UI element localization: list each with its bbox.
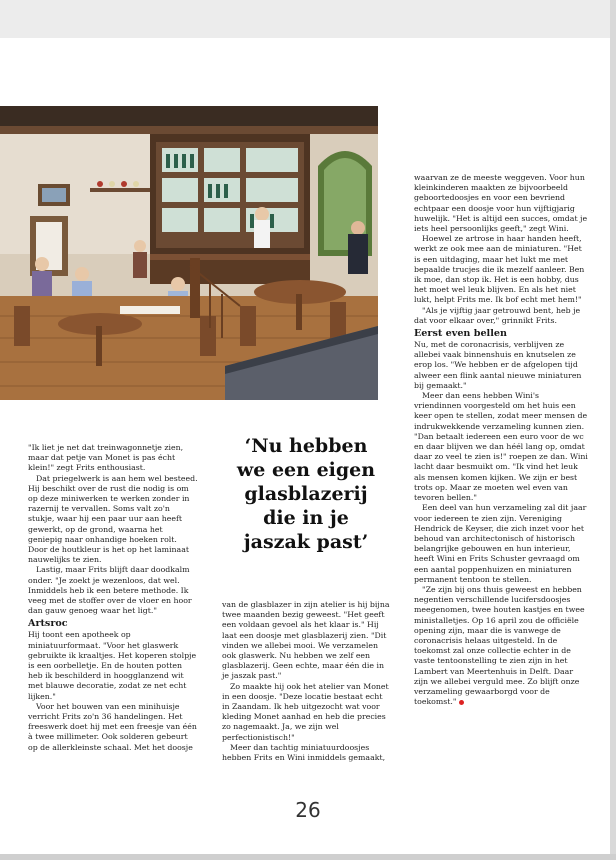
article-column-1 bbox=[28, 443, 198, 753]
paragraph-text: "Ze zijn bij ons thuis geweest en hebben negentien verschillende lucifersdoosjes meegenomen, twee houten kastjes en twee ministalletjes. Op 16 april zou de officiële opening zijn, maar die is vanwege de coronacrisis helaas uitgesteld. In de toekomst zal onze collectie echter in de vaste tentoonstelling te zien zijn in het Lambert van Meertenhuis in Delft. Daar zijn we allebei verguld mee. Zo blijft onze verzameling gewaarborgd voor de toekomst." bbox=[414, 584, 585, 707]
article-column-2 bbox=[222, 600, 392, 763]
scan-bottom-edge bbox=[0, 854, 616, 860]
paragraph: Lastig, maar Frits blijft daar doodkalm onder. "Je zoekt je wezenloos, dat wel. Inmiddels heb ik een betere methode. Ik veeg met de stoffer over de vloer en hoor dan gauw genoeg waar het ligt." bbox=[28, 565, 192, 616]
paragraph: "Als je vijftig jaar getrouwd bent, heb je dat voor elkaar over," grinnikt Frits. bbox=[414, 305, 581, 325]
paragraph: Meer dan eens hebben Wini's vriendinnen voorgesteld om het huis een keer open te stellen, zodat meer mensen de indrukwekkende verzameling kunnen zien. "Dan betaalt iedereen een euro voor de wc en daar blijven we dan héél lang op, omdat daar zo veel te zien is!" roepen ze dan. Wini lacht daar besmuikt om. "Ik vind het leuk als mensen komen kijken. We zijn er best trots op. Maar ze moeten wel even van tevoren bellen." bbox=[414, 391, 588, 503]
article-column-3 bbox=[414, 173, 588, 707]
article-photo-miniature-room bbox=[0, 106, 378, 400]
scan-top-margin bbox=[0, 0, 616, 38]
paragraph: Zo maakte hij ook het atelier van Monet in een doosje. "Deze locatie bestaat echt in Zaandam. Ik heb uitgezocht wat voor kleding Monet aanhad en heb die precies zo nagemaakt. Ja, we zijn wel perfectionistisch!" bbox=[222, 681, 389, 742]
paragraph: Meer dan tachtig miniatuurdoosjes hebben Frits en Wini inmiddels gemaakt, bbox=[222, 742, 386, 763]
paragraph: Hoewel ze artrose in haar handen heeft, werkt ze ook mee aan de miniaturen. "Het is een uitdaging, maar het lukt me met bepaalde trucjes die ik mezelf aanleer. Ben ik moe, dan stop ik. Het is een hobby, dus het moet wel leuk blijven. En als het niet lukt, helpt Frits me. Ik bof echt met hem!" bbox=[414, 234, 585, 305]
scan-right-edge bbox=[610, 0, 616, 860]
paragraph: Een deel van hun verzameling zal dit jaar voor iedereen te zien zijn. Vereniging Hendrick de Keyser, die zich inzet voor het behoud van architectonisch of historisch belangrijke gebouwen en hun interieur, heeft Wini en Frits Schuster gevraagd om een aantal poppenhuizen en miniaturen permanent tentoon te stellen. bbox=[414, 503, 587, 584]
paragraph bbox=[414, 585, 588, 707]
paragraph: van de glasblazer in zijn atelier is hij bijna twee maanden bezig geweest. "Het geeft een voldaan gevoel als het klaar is." Hij laat een doosje met glasblazerij zien. "Dit vinden we allebei mooi. We verzamelen ook glaswerk. Nu hebben we zelf een glasblazerij. Geen echte, maar één die in je jaszak past." bbox=[222, 600, 390, 681]
paragraph: Hij toont een apotheek op miniatuurformaat. "Voor het glaswerk gebruikte ik kraaltjes. Het koperen stolpje is een oorbelletje. En de houten potten heb ik beschilderd in hoogglanzend wit met blauwe decoratie, zodat ze net echt lijken." bbox=[28, 630, 197, 701]
pull-quote: ‘Nu hebben we een eigen glasblazerij die in je jaszak past’ bbox=[236, 435, 376, 553]
section-heading: Eerst even bellen bbox=[414, 328, 507, 340]
paragraph: Nu, met de coronacrisis, verblijven ze allebei vaak binnenshuis en knutselen ze erop los. "We hebben er de afgelopen tijd alweer een flink aantal nieuwe miniaturen bij gemaakt." bbox=[414, 340, 582, 390]
paragraph: Voor het bouwen van een minihuisje verricht Frits zo'n 36 handelingen. Het freeswerk doet hij met een freesje van één à twee millimeter. Ook solderen gebeurt op de allerkleinste schaal. Met het doosje bbox=[28, 701, 197, 752]
section-heading: Artsroc bbox=[28, 618, 68, 630]
paragraph: Dat priegelwerk is aan hem wel besteed. Hij beschikt over de rust die nodig is om op deze miniwerken te werken zonder in razernij te vervallen. Soms valt zo'n stukje, waar hij een paar uur aan heeft gewerkt, op de grond, waarna het geniepig naar onhandige hoeken rolt. Door de houtkleur is het op het laminaat nauwelijks te zien. bbox=[28, 473, 198, 565]
paragraph: waarvan ze de meeste weggeven. Voor hun kleinkinderen maakten ze bijvoorbeeld geboortedoosjes en voor een bevriend echtpaar een doosje voor hun vijftigjarig huwelijk. "Het is altijd een succes, omdat je iets heel persoonlijks geeft," zegt Wini. bbox=[414, 173, 588, 234]
page-number: 26 bbox=[295, 798, 321, 822]
paragraph: "Ik liet je net dat treinwagonnetje zien, maar dat petje van Monet is pas écht klein!" zegt Frits enthousiast. bbox=[28, 443, 184, 473]
end-of-article-mark bbox=[459, 700, 464, 705]
